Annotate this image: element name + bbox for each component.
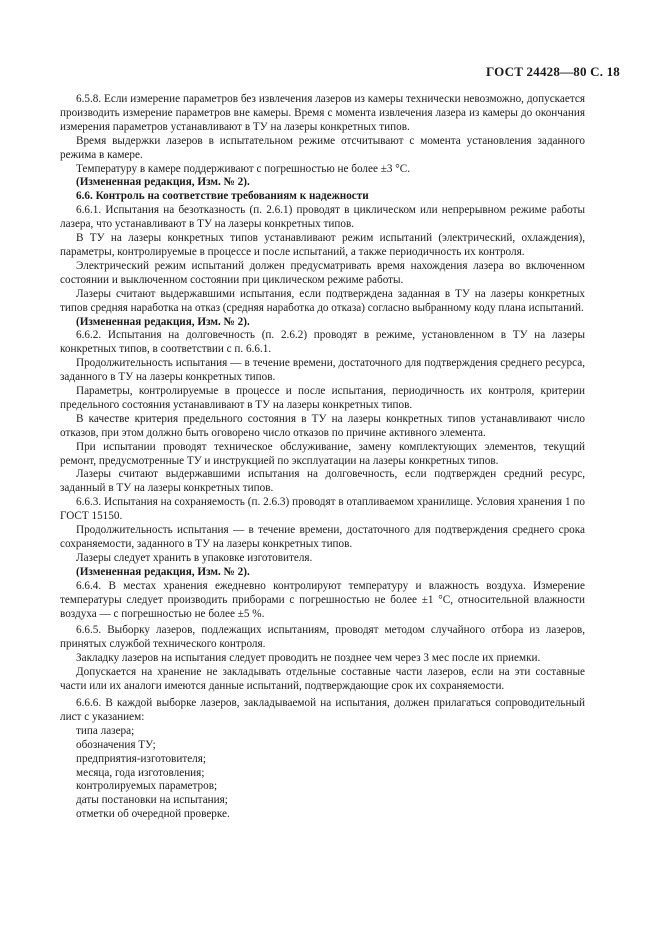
paragraph: Электрический режим испытаний должен предусматривать время нахождения лазера во включенном состоянии и выключенном состоянии при циклическом режиме работы. bbox=[60, 259, 585, 286]
paragraph: При испытании проводят техническое обслуживание, замену комплектующих элементов, текущий ремонт, предусмотренные ТУ и инструкцией по эксплуатации на лазеры конкретных типов. bbox=[60, 440, 585, 467]
list-item: предприятия-изготовителя; bbox=[76, 752, 207, 765]
accompanying-sheet-list bbox=[60, 725, 585, 822]
revision-note: (Измененная редакция, Изм. № 2). bbox=[76, 315, 250, 328]
list-item: отметки об очередной проверке. bbox=[76, 808, 230, 821]
revision-note: (Измененная редакция, Изм. № 2). bbox=[76, 565, 250, 578]
paragraph: Температуру в камере поддерживают с погрешностью не более ±3 °С. bbox=[76, 162, 411, 175]
paragraph: Время выдержки лазеров в испытательном режиме отсчитывают с момента установления заданного режима в камере. bbox=[60, 134, 585, 161]
paragraph-6-6-4: 6.6.4. В местах хранения ежедневно контролируют температуру и влажность воздуха. Измерение температуры следует производить приборами с погрешностью не более ±1 °С, относительной влажности воздуха — с погрешностью не более ±5 %. bbox=[60, 579, 585, 620]
document-body bbox=[60, 93, 585, 822]
paragraph-6-6-3: 6.6.3. Испытания на сохраняемость (п. 2.6.3) проводят в отапливаемом хранилище. Условия хранения 1 по ГОСТ 15150. bbox=[60, 496, 585, 523]
list-item: обозначения ТУ; bbox=[76, 738, 156, 751]
paragraph: Лазеры считают выдержавшими испытания, если подтверждена заданная в ТУ на лазеры конкретных типов средняя наработка на отказ (средняя наработка до отказа) согласно выбранному коду плана испытаний. bbox=[60, 287, 585, 314]
paragraph-6-6-5: 6.6.5. Выборку лазеров, подлежащих испытаниям, проводят методом случайного отбора из лазеров, принятых службой технического контроля. bbox=[60, 624, 585, 651]
section-heading-6-6: 6.6. Контроль на соответствие требованиям к надежности bbox=[76, 190, 369, 203]
paragraph: Лазеры следует хранить в упаковке изготовителя. bbox=[76, 551, 313, 564]
paragraph: Закладку лазеров на испытания следует проводить не позднее чем через 3 мес после их приемки. bbox=[76, 652, 541, 665]
paragraph: Продолжительность испытания — в течение времени, достаточного для подтверждения среднего ресурса, заданного в ТУ на лазеры конкретных типов. bbox=[60, 357, 585, 384]
paragraph: Лазеры считают выдержавшими испытания на долговечность, если подтвержден средний ресурс, заданный в ТУ на лазеры конкретных типов. bbox=[60, 468, 585, 495]
paragraph: В качестве критерия предельного состояния в ТУ на лазеры конкретных типов устанавливают число отказов, при этом должно быть оговорено число отказов по причине активного элемента. bbox=[60, 412, 585, 439]
revision-note: (Измененная редакция, Изм. № 2). bbox=[76, 176, 250, 189]
paragraph-6-6-1: 6.6.1. Испытания на безотказность (п. 2.6.1) проводят в циклическом или непрерывном режиме работы лазера, что устанавливают в ТУ на лазеры конкретных типов. bbox=[60, 204, 585, 231]
paragraph-6-5-8: 6.5.8. Если измерение параметров без извлечения лазеров из камеры технически невозможно, допускается производить измерение параметров вне камеры. Время с момента извлечения лазера из камеры до окончания измерения параметров устанавливают в ТУ на лазеры конкретных типов. bbox=[60, 93, 585, 133]
paragraph: В ТУ на лазеры конкретных типов устанавливают режим испытаний (электрический, охлаждения), параметры, контролируемые в процессе и после испытаний, а также периодичность их контроля. bbox=[60, 232, 585, 258]
paragraph: Продолжительность испытания — в течение времени, достаточного для подтверждения среднего срока сохраняемости, заданного в ТУ на лазеры конкретных типов. bbox=[60, 524, 585, 550]
paragraph: Параметры, контролируемые в процессе и после испытания, периодичность их контроля, критерии предельного состояния устанавливают в ТУ на лазеры конкретных типов. bbox=[60, 385, 585, 411]
list-item: типа лазера; bbox=[76, 724, 135, 737]
paragraph: Допускается на хранение не закладывать отдельные составные части лазеров, если на эти составные части или их аналоги имеются данные испытаний, подтверждающие срок их сохраняемости. bbox=[60, 666, 585, 693]
list-item: даты постановки на испытания; bbox=[76, 794, 228, 807]
list-item: контролируемых параметров; bbox=[76, 780, 218, 793]
paragraph-6-6-2: 6.6.2. Испытания на долговечность (п. 2.6.2) проводят в режиме, установленном в ТУ на лазеры конкретных типов, в соответствии с п. 6.6.1. bbox=[60, 329, 585, 356]
paragraph-6-6-6: 6.6.6. В каждой выборке лазеров, закладываемой на испытания, должен прилагаться сопроводительный лист с указанием: bbox=[60, 696, 585, 723]
page-header: ГОСТ 24428—80 С. 18 bbox=[486, 64, 620, 79]
list-item: месяца, года изготовления; bbox=[76, 766, 205, 779]
